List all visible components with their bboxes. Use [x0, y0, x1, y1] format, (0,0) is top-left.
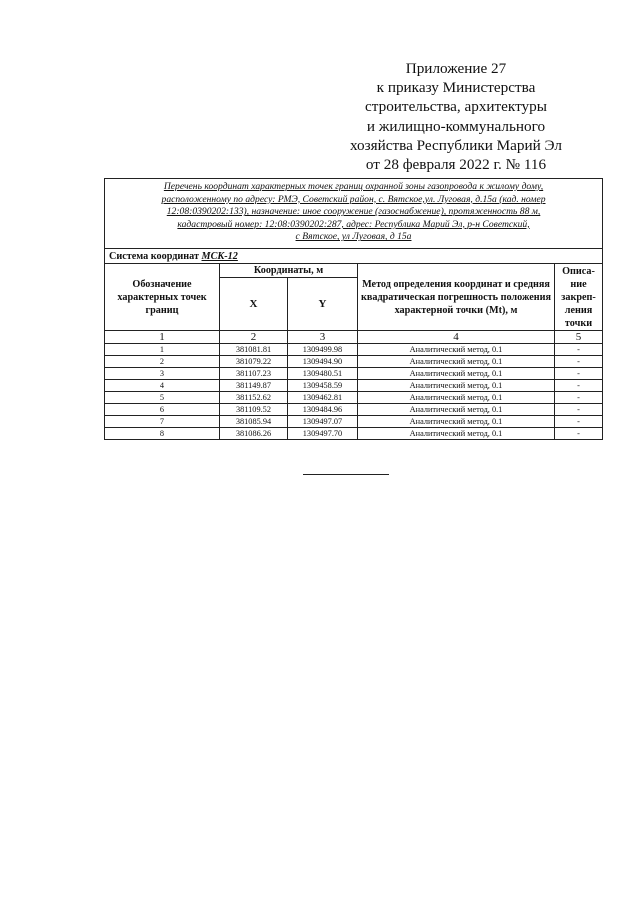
- description-line: Перечень координат характерных точек границ охранной зоны газопровода к жилому дому,: [163, 181, 544, 193]
- cell-desc: -: [555, 356, 603, 368]
- cell-method: Аналитический метод, 0.1: [358, 416, 555, 428]
- table-row: [105, 404, 603, 416]
- table-description: [105, 179, 603, 249]
- cell-desc: -: [555, 344, 603, 356]
- cell-desc: -: [555, 392, 603, 404]
- cell-desc: -: [555, 380, 603, 392]
- appendix-line: и жилищно-коммунального: [366, 117, 546, 135]
- cell-y: 1309497.07: [288, 416, 358, 428]
- column-number: 2: [220, 331, 288, 344]
- appendix-line: Приложение 27: [405, 60, 507, 77]
- cell-point: 3: [105, 368, 220, 380]
- header-description: Описа- ние закреп- ления точки: [555, 264, 603, 331]
- cell-method: Аналитический метод, 0.1: [358, 368, 555, 380]
- cell-point: 4: [105, 380, 220, 392]
- cell-desc: -: [555, 416, 603, 428]
- table-row: [105, 380, 603, 392]
- description-line: с Вятское, ул Луговая, д 15а: [295, 231, 412, 243]
- cell-method: Аналитический метод, 0.1: [358, 392, 555, 404]
- column-number: 3: [288, 331, 358, 344]
- column-number: 1: [105, 331, 220, 344]
- appendix-line: к приказу Министерства: [376, 79, 536, 97]
- table-row: [105, 392, 603, 404]
- header-coordinates: Координаты, м: [220, 264, 358, 278]
- cell-desc: -: [555, 368, 603, 380]
- column-number-row: [105, 331, 603, 344]
- cell-point: 7: [105, 416, 220, 428]
- cell-x: 381152.62: [220, 392, 288, 404]
- cell-x: 381107.23: [220, 368, 288, 380]
- cell-point: 5: [105, 392, 220, 404]
- description-line: 12:08:0390202:133), назначение: иное сооружение (газоснабжение), протяженность 88 м,: [166, 206, 541, 218]
- column-number: 5: [555, 331, 603, 344]
- cell-y: 1309458.59: [288, 380, 358, 392]
- table-row: [105, 356, 603, 368]
- coordinate-system-value: МСК-12: [201, 250, 238, 262]
- cell-desc: -: [555, 404, 603, 416]
- appendix-line: хозяйства Республики Марий Эл: [350, 136, 562, 154]
- column-number: 4: [358, 331, 555, 344]
- cell-y: 1309497.70: [288, 428, 358, 440]
- description-line: кадастровый номер: 12:08:0390202:287, адрес: Республика Марий Эл, р-н Советский,: [177, 218, 530, 230]
- coordinate-system-label: Система координат: [109, 250, 199, 262]
- cell-point: 1: [105, 344, 220, 356]
- appendix-header: [330, 59, 582, 174]
- cell-y: 1309494.90: [288, 356, 358, 368]
- appendix-line: от 28 февраля 2022 г. № 116: [365, 156, 547, 174]
- header-x: X: [220, 278, 288, 331]
- cell-point: 8: [105, 428, 220, 440]
- table-row: [105, 368, 603, 380]
- cell-y: 1309484.96: [288, 404, 358, 416]
- cell-x: 381149.87: [220, 380, 288, 392]
- coordinate-system: [105, 249, 603, 264]
- cell-method: Аналитический метод, 0.1: [358, 380, 555, 392]
- cell-x: 381081.81: [220, 344, 288, 356]
- appendix-line: строительства, архитектуры: [365, 98, 547, 116]
- header-y: Y: [288, 278, 358, 331]
- header-method: Метод определения координат и средняя квадратическая погрешность положения характерной точки (Mt), м: [358, 264, 555, 331]
- coordinates-table: [104, 178, 603, 440]
- cell-x: 381109.52: [220, 404, 288, 416]
- table-row: [105, 428, 603, 440]
- cell-method: Аналитический метод, 0.1: [358, 428, 555, 440]
- description-line: расположенному по адресу: РМЭ, Советский район, с. Вятское,ул. Луговая, д.15а (кад. номер: [161, 193, 546, 205]
- cell-desc: -: [555, 428, 603, 440]
- cell-point: 2: [105, 356, 220, 368]
- closing-divider: [303, 474, 389, 475]
- cell-method: Аналитический метод, 0.1: [358, 356, 555, 368]
- cell-point: 6: [105, 404, 220, 416]
- cell-y: 1309462.81: [288, 392, 358, 404]
- table-row: [105, 344, 603, 356]
- cell-x: 381086.26: [220, 428, 288, 440]
- header-point-designation: Обозначение характерных точек границ: [105, 264, 220, 331]
- cell-method: Аналитический метод, 0.1: [358, 404, 555, 416]
- cell-method: Аналитический метод, 0.1: [358, 344, 555, 356]
- cell-y: 1309480.51: [288, 368, 358, 380]
- cell-x: 381079.22: [220, 356, 288, 368]
- table-row: [105, 416, 603, 428]
- cell-y: 1309499.98: [288, 344, 358, 356]
- cell-x: 381085.94: [220, 416, 288, 428]
